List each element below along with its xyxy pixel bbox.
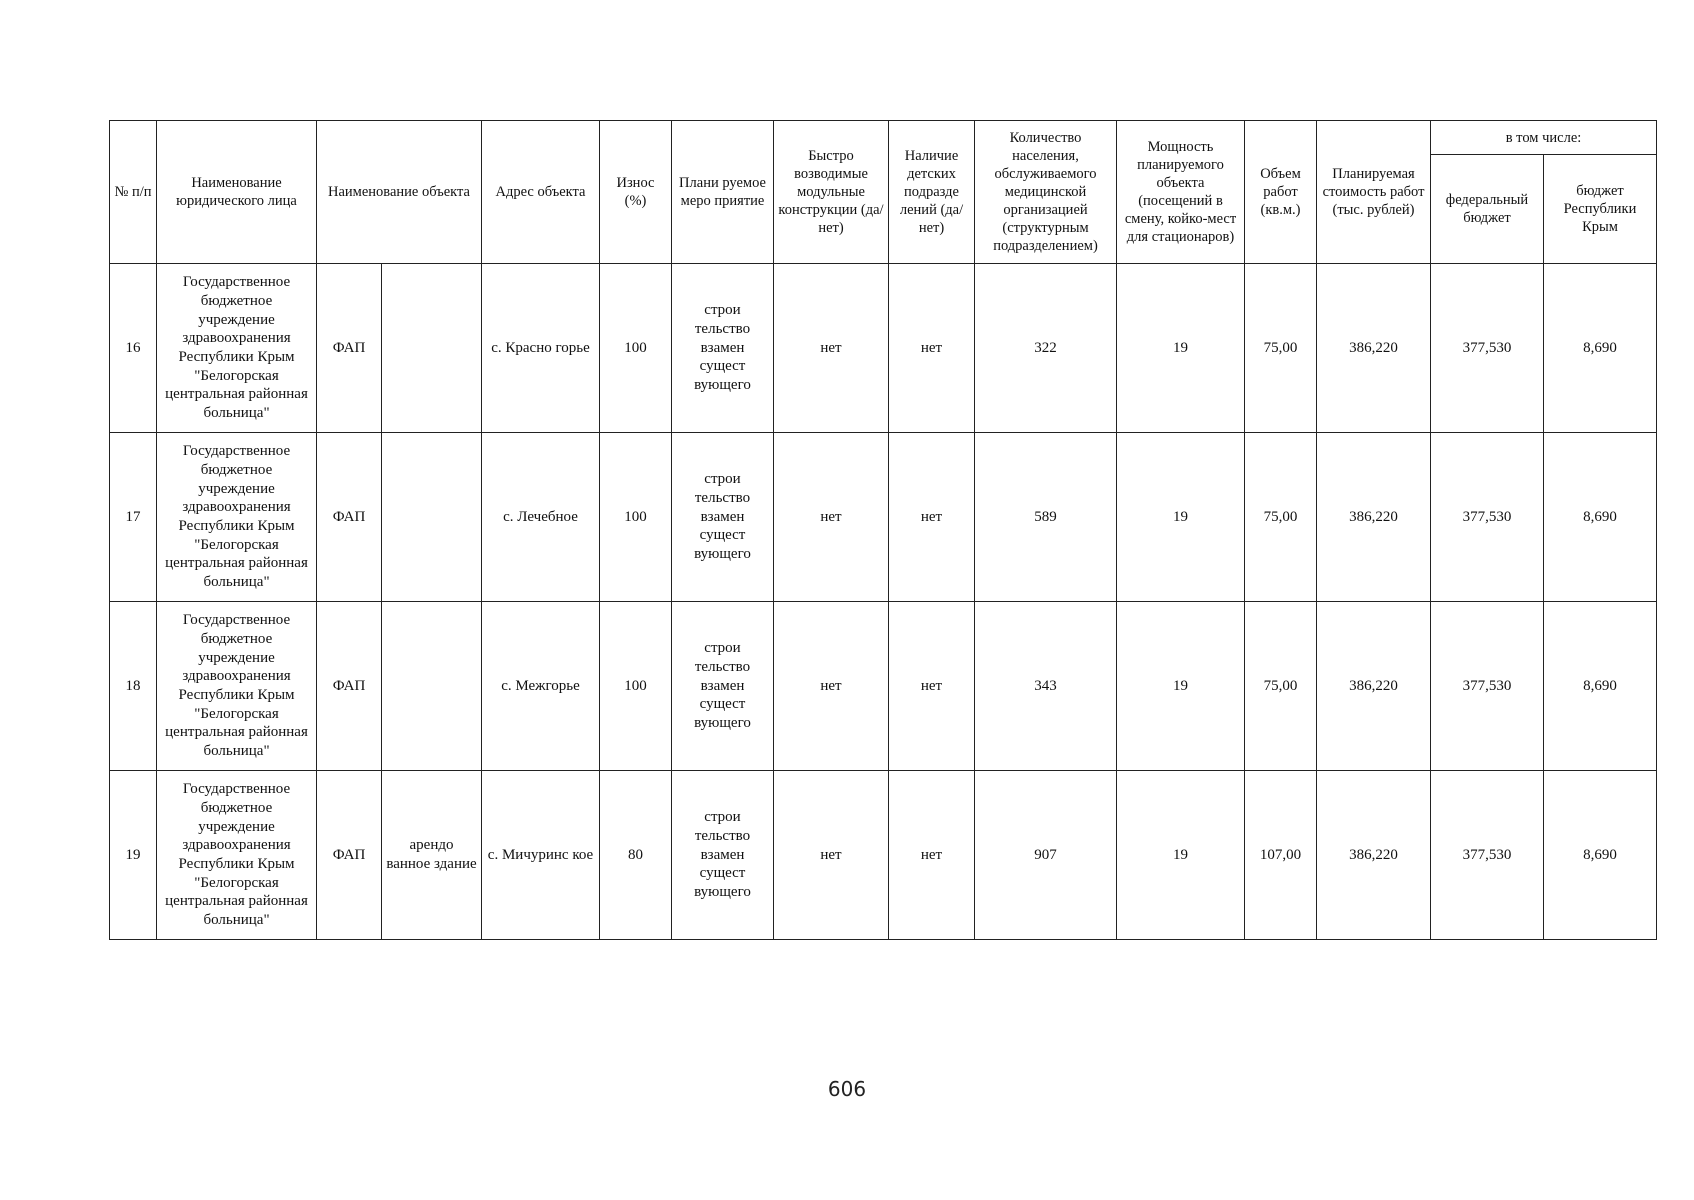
header-legal-entity: Наименование юридического лица <box>157 121 317 264</box>
header-modular: Быстро возводимые модульные конструкции (да/нет) <box>774 121 889 264</box>
cell-object-note: арендо ванное здание <box>382 771 482 940</box>
cell-modular: нет <box>774 602 889 771</box>
table-row <box>110 433 1657 602</box>
cell-legal-entity: Государственное бюджетное учреждение здравоохранения Республики Крым "Белогорская центральная районная больница" <box>157 771 317 940</box>
cell-regional: 8,690 <box>1544 771 1657 940</box>
cell-measure: строи тельство взамен сущест вующего <box>672 771 774 940</box>
cell-children: нет <box>889 771 975 940</box>
cell-measure: строи тельство взамен сущест вующего <box>672 264 774 433</box>
cell-modular: нет <box>774 433 889 602</box>
cell-cost: 386,220 <box>1317 433 1431 602</box>
cell-cost: 386,220 <box>1317 264 1431 433</box>
table-row <box>110 602 1657 771</box>
cell-volume: 75,00 <box>1245 433 1317 602</box>
cell-regional: 8,690 <box>1544 433 1657 602</box>
cell-wear: 100 <box>600 264 672 433</box>
header-wear: Износ (%) <box>600 121 672 264</box>
cell-object-type: ФАП <box>317 264 382 433</box>
cell-federal: 377,530 <box>1431 771 1544 940</box>
cell-legal-entity: Государственное бюджетное учреждение здравоохранения Республики Крым "Белогорская центральная районная больница" <box>157 602 317 771</box>
cell-population: 589 <box>975 433 1117 602</box>
cell-volume: 75,00 <box>1245 264 1317 433</box>
page-number: 606 <box>827 1077 867 1101</box>
table-header-row <box>110 121 1657 155</box>
header-regional: бюджет Республики Крым <box>1544 155 1657 264</box>
cell-legal-entity: Государственное бюджетное учреждение здравоохранения Республики Крым "Белогорская центральная районная больница" <box>157 433 317 602</box>
cell-legal-entity: Государственное бюджетное учреждение здравоохранения Республики Крым "Белогорская центральная районная больница" <box>157 264 317 433</box>
cell-children: нет <box>889 433 975 602</box>
cell-num: 17 <box>110 433 157 602</box>
cell-object-type: ФАП <box>317 771 382 940</box>
cell-object-type: ФАП <box>317 433 382 602</box>
cell-address: с. Межгорье <box>482 602 600 771</box>
cell-federal: 377,530 <box>1431 264 1544 433</box>
cell-wear: 100 <box>600 602 672 771</box>
cell-capacity: 19 <box>1117 602 1245 771</box>
cell-num: 18 <box>110 602 157 771</box>
cell-address: с. Мичуринс кое <box>482 771 600 940</box>
header-children: Наличие детских подразде лений (да/нет) <box>889 121 975 264</box>
cell-federal: 377,530 <box>1431 433 1544 602</box>
cell-wear: 100 <box>600 433 672 602</box>
cell-object-note <box>382 433 482 602</box>
cell-volume: 107,00 <box>1245 771 1317 940</box>
cell-wear: 80 <box>600 771 672 940</box>
cell-object-note <box>382 602 482 771</box>
header-cost: Планируемая стоимость работ (тыс. рублей) <box>1317 121 1431 264</box>
cell-regional: 8,690 <box>1544 602 1657 771</box>
header-measure: Плани руемое меро приятие <box>672 121 774 264</box>
header-population: Количество населения, обслуживаемого медицинской организацией (структурным подразделением) <box>975 121 1117 264</box>
cell-children: нет <box>889 264 975 433</box>
cell-num: 16 <box>110 264 157 433</box>
header-object-name: Наименование объекта <box>317 121 482 264</box>
cell-capacity: 19 <box>1117 264 1245 433</box>
header-federal: федеральный бюджет <box>1431 155 1544 264</box>
table-row <box>110 771 1657 940</box>
cell-address: с. Лечебное <box>482 433 600 602</box>
cell-object-type: ФАП <box>317 602 382 771</box>
cell-capacity: 19 <box>1117 771 1245 940</box>
cell-population: 322 <box>975 264 1117 433</box>
cell-children: нет <box>889 602 975 771</box>
cell-federal: 377,530 <box>1431 602 1544 771</box>
header-capacity: Мощность планируемого объекта (посещений в смену, койко-мест для стационаров) <box>1117 121 1245 264</box>
cell-modular: нет <box>774 771 889 940</box>
cell-capacity: 19 <box>1117 433 1245 602</box>
header-volume: Объем работ (кв.м.) <box>1245 121 1317 264</box>
header-num: № п/п <box>110 121 157 264</box>
cell-address: с. Красно горье <box>482 264 600 433</box>
cell-population: 343 <box>975 602 1117 771</box>
table-row <box>110 264 1657 433</box>
cell-modular: нет <box>774 264 889 433</box>
header-address: Адрес объекта <box>482 121 600 264</box>
cell-regional: 8,690 <box>1544 264 1657 433</box>
cell-measure: строи тельство взамен сущест вующего <box>672 602 774 771</box>
header-including: в том числе: <box>1431 121 1657 155</box>
cell-cost: 386,220 <box>1317 602 1431 771</box>
cell-num: 19 <box>110 771 157 940</box>
cell-volume: 75,00 <box>1245 602 1317 771</box>
facilities-table <box>109 120 1657 940</box>
cell-object-note <box>382 264 482 433</box>
cell-population: 907 <box>975 771 1117 940</box>
cell-measure: строи тельство взамен сущест вующего <box>672 433 774 602</box>
cell-cost: 386,220 <box>1317 771 1431 940</box>
